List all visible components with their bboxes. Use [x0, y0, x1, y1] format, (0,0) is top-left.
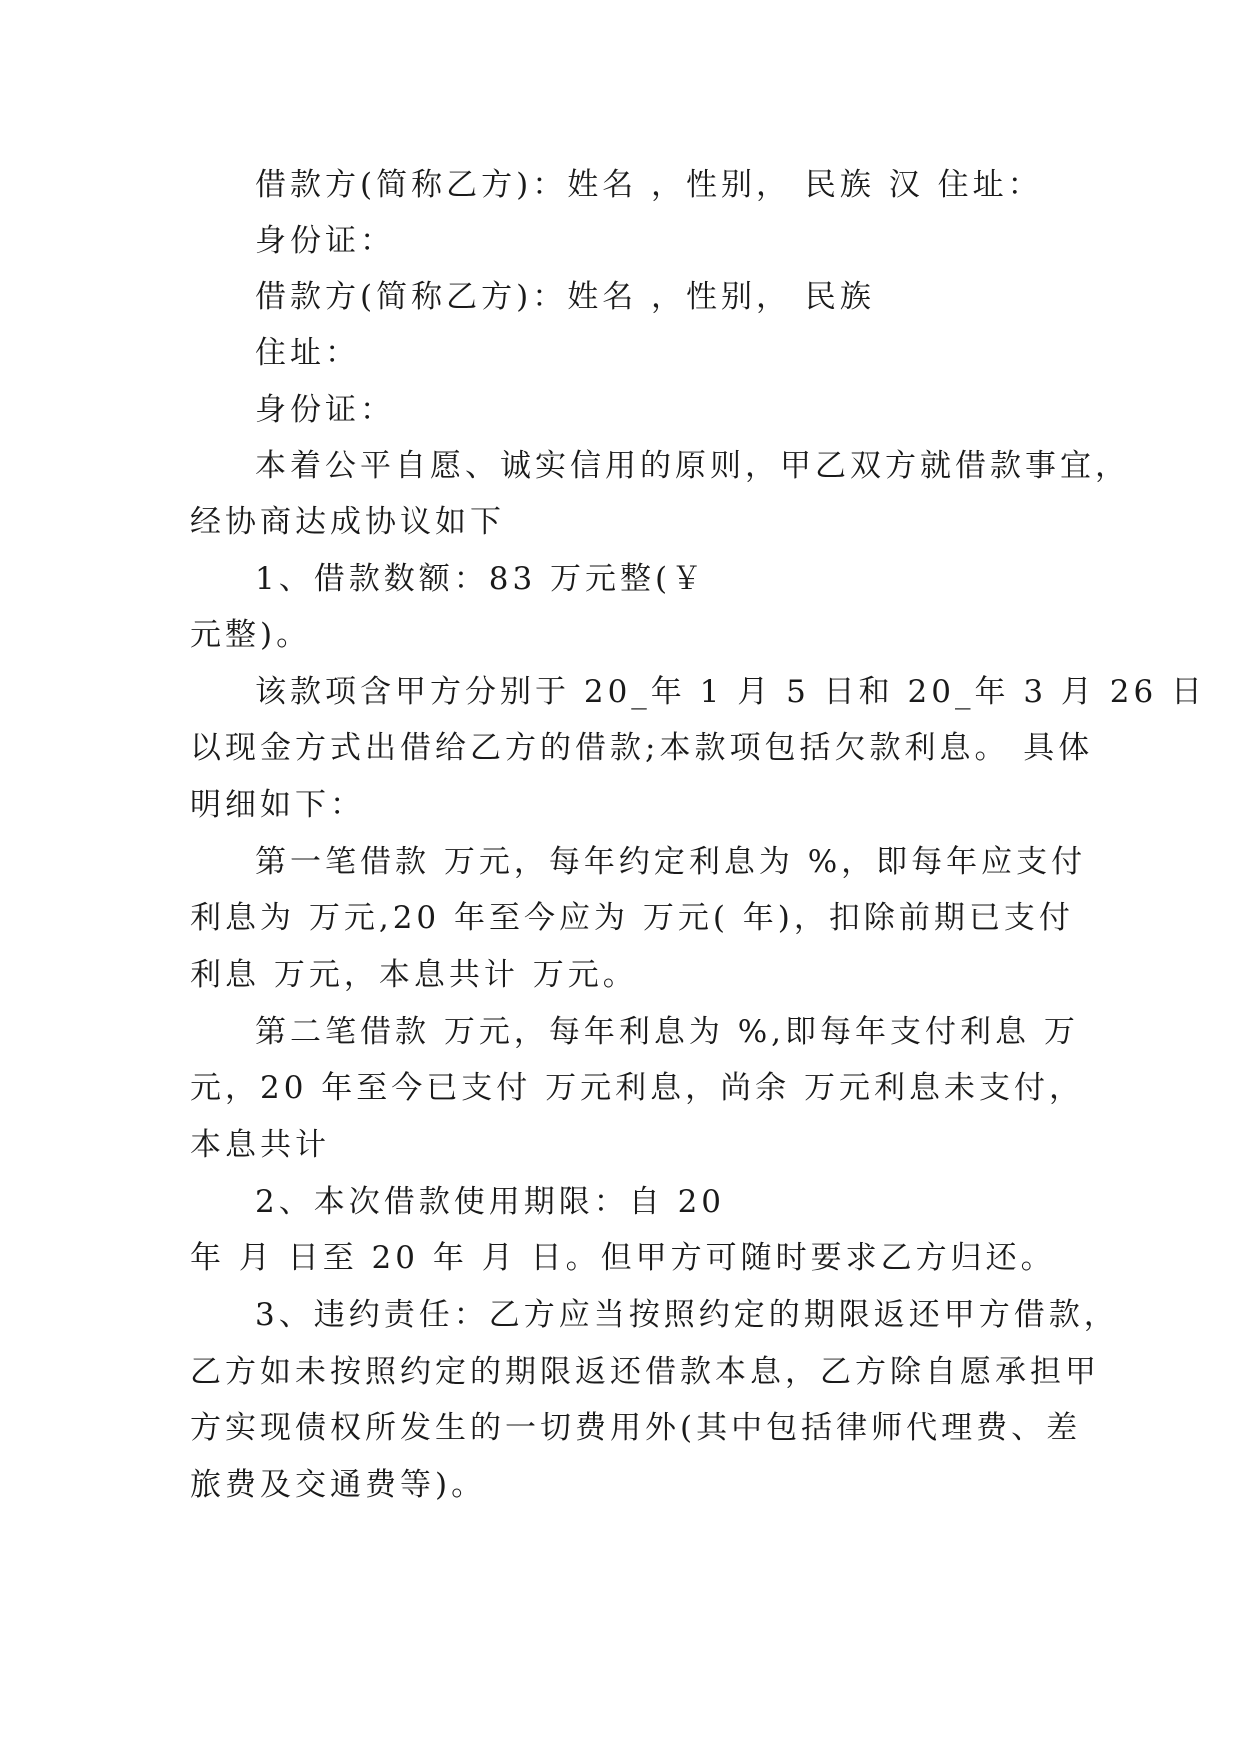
text-line-breach-3: 方实现债权所发生的一切费用外(其中包括律师代理费、差 [190, 1410, 1082, 1446]
text-line-id-1: 身份证： [255, 223, 395, 259]
text-line-first-loan-3: 利息 万元，本息共计 万元。 [190, 957, 638, 993]
text-line-borrower-2: 借款方(简称乙方)：姓名 ，性别， 民族 [255, 279, 875, 315]
text-line-second-loan-3: 本息共计 [190, 1127, 330, 1163]
text-line-cash: 以现金方式出借给乙方的借款;本款项包括欠款利息。 具体 [190, 730, 1094, 766]
text-line-term-2: 年 月 日至 20 年 月 日。但甲方可随时要求乙方归还。 [190, 1240, 1056, 1276]
text-line-details: 明细如下： [190, 787, 365, 823]
text-line-amount: 1、借款数额：83 万元整(￥ [255, 561, 707, 597]
text-line-first-loan: 第一笔借款 万元，每年约定利息为 %，即每年应支付 [255, 844, 1087, 880]
text-line-principle: 本着公平自愿、诚实信用的原则，甲乙双方就借款事宜， [255, 448, 1130, 484]
text-line-term: 2、本次借款使用期限：自 20 [255, 1184, 726, 1220]
text-line-second-loan-2: 元，20 年至今已支付 万元利息，尚余 万元利息未支付， [190, 1070, 1085, 1106]
text-line-borrower-1: 借款方(简称乙方)：姓名 ，性别， 民族 汉 住址： [255, 167, 1043, 203]
text-line-second-loan: 第二笔借款 万元，每年利息为 %,即每年支付利息 万 [255, 1014, 1079, 1050]
text-line-amount-cont: 元整)。 [190, 617, 312, 653]
text-line-first-loan-2: 利息为 万元,20 年至今应为 万元( 年)，扣除前期已支付 [190, 900, 1074, 936]
text-line-dates: 该款项含甲方分别于 20_年 1 月 5 日和 20_年 3 月 26 日 [255, 674, 1207, 710]
text-line-id-2: 身份证： [255, 392, 395, 428]
text-line-agreement: 经协商达成协议如下 [190, 504, 505, 540]
text-line-address-2: 住址： [255, 335, 360, 371]
text-line-breach-2: 乙方如未按照约定的期限返还借款本息，乙方除自愿承担甲 [190, 1354, 1100, 1390]
text-line-breach: 3、违约责任：乙方应当按照约定的期限返还甲方借款， [255, 1297, 1119, 1333]
text-line-breach-4: 旅费及交通费等)。 [190, 1467, 487, 1503]
